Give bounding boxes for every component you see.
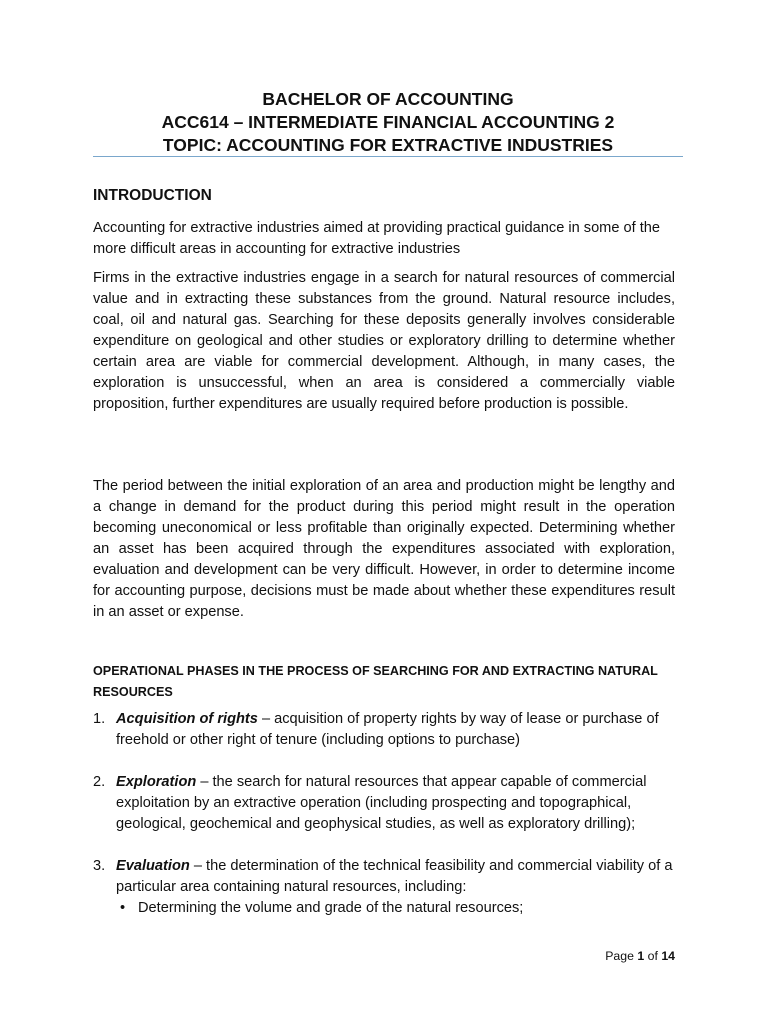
phase-description: – the search for natural resources that appear capable of commercial exploitation by an extractive operation (including prospecting and topographical, geological, geochemical and geophysical studies, as well as exploratory drilling); (116, 774, 647, 832)
bullet-text: Determining the volume and grade of the natural resources; (138, 900, 524, 916)
intro-paragraph-3: The period between the initial exploration of an area and production might be lengthy and a change in demand for the product during this period might result in the operation becoming uneconomical or less profitable than originally expected. Determining whether an asset has been acquired through the expenditures associated with exploration, evaluation and development can be very difficult. However, in order to determine income for accounting purpose, decisions must be made about whether these expenditures result in an asset or expense. (93, 478, 675, 620)
list-number: 1. (93, 711, 106, 727)
list-item-body (116, 856, 676, 919)
intro-paragraph-1: Accounting for extractive industries aimed at providing practical guidance in some of the more difficult areas in accounting for extractive industries (93, 220, 661, 257)
phase-term: Exploration (116, 774, 197, 790)
list-number: 3. (93, 858, 106, 874)
page-current: 1 (637, 949, 645, 963)
header-divider (93, 156, 683, 157)
phase-term: Evaluation (116, 858, 190, 874)
page-number (605, 948, 675, 964)
phase-description: – the determination of the technical feasibility and commercial viability of a particular area containing natural resources, including: (116, 858, 673, 895)
list-item-body (116, 772, 676, 835)
page-word: Page (605, 949, 634, 963)
phase-term: Acquisition of rights (116, 711, 258, 727)
page-total: 14 (661, 949, 675, 963)
header-program: BACHELOR OF ACCOUNTING (262, 89, 514, 109)
introduction-heading: INTRODUCTION (93, 187, 212, 204)
document-header (93, 88, 683, 157)
bullet-icon: • (120, 900, 126, 916)
header-course: ACC614 – INTERMEDIATE FINANCIAL ACCOUNTING 2 (161, 112, 615, 132)
header-topic: TOPIC: ACCOUNTING FOR EXTRACTIVE INDUSTRIES (162, 135, 614, 155)
bullet-item (116, 898, 676, 919)
list-item-body (116, 709, 676, 751)
list-number: 2. (93, 774, 106, 790)
of-word: of (647, 949, 658, 963)
phases-heading: OPERATIONAL PHASES IN THE PROCESS OF SEARCHING FOR AND EXTRACTING NATURAL RESOURCES (93, 664, 658, 699)
phase-description: – acquisition of property rights by way of lease or purchase of freehold or other right of tenure (including options to purchase) (116, 711, 659, 748)
intro-paragraph-2: Firms in the extractive industries engage in a search for natural resources of commercial value and in extracting these substances from the ground. Natural resource includes, coal, oil and natural gas. Searching for these deposits generally involves considerable expenditure on geological and other studies or exploratory drilling to determine whether certain area are viable for commercial development. Although, in many cases, the exploration is unsuccessful, when an area is considered a commercially viable proposition, further expenditures are usually required before production is possible. (93, 270, 675, 412)
